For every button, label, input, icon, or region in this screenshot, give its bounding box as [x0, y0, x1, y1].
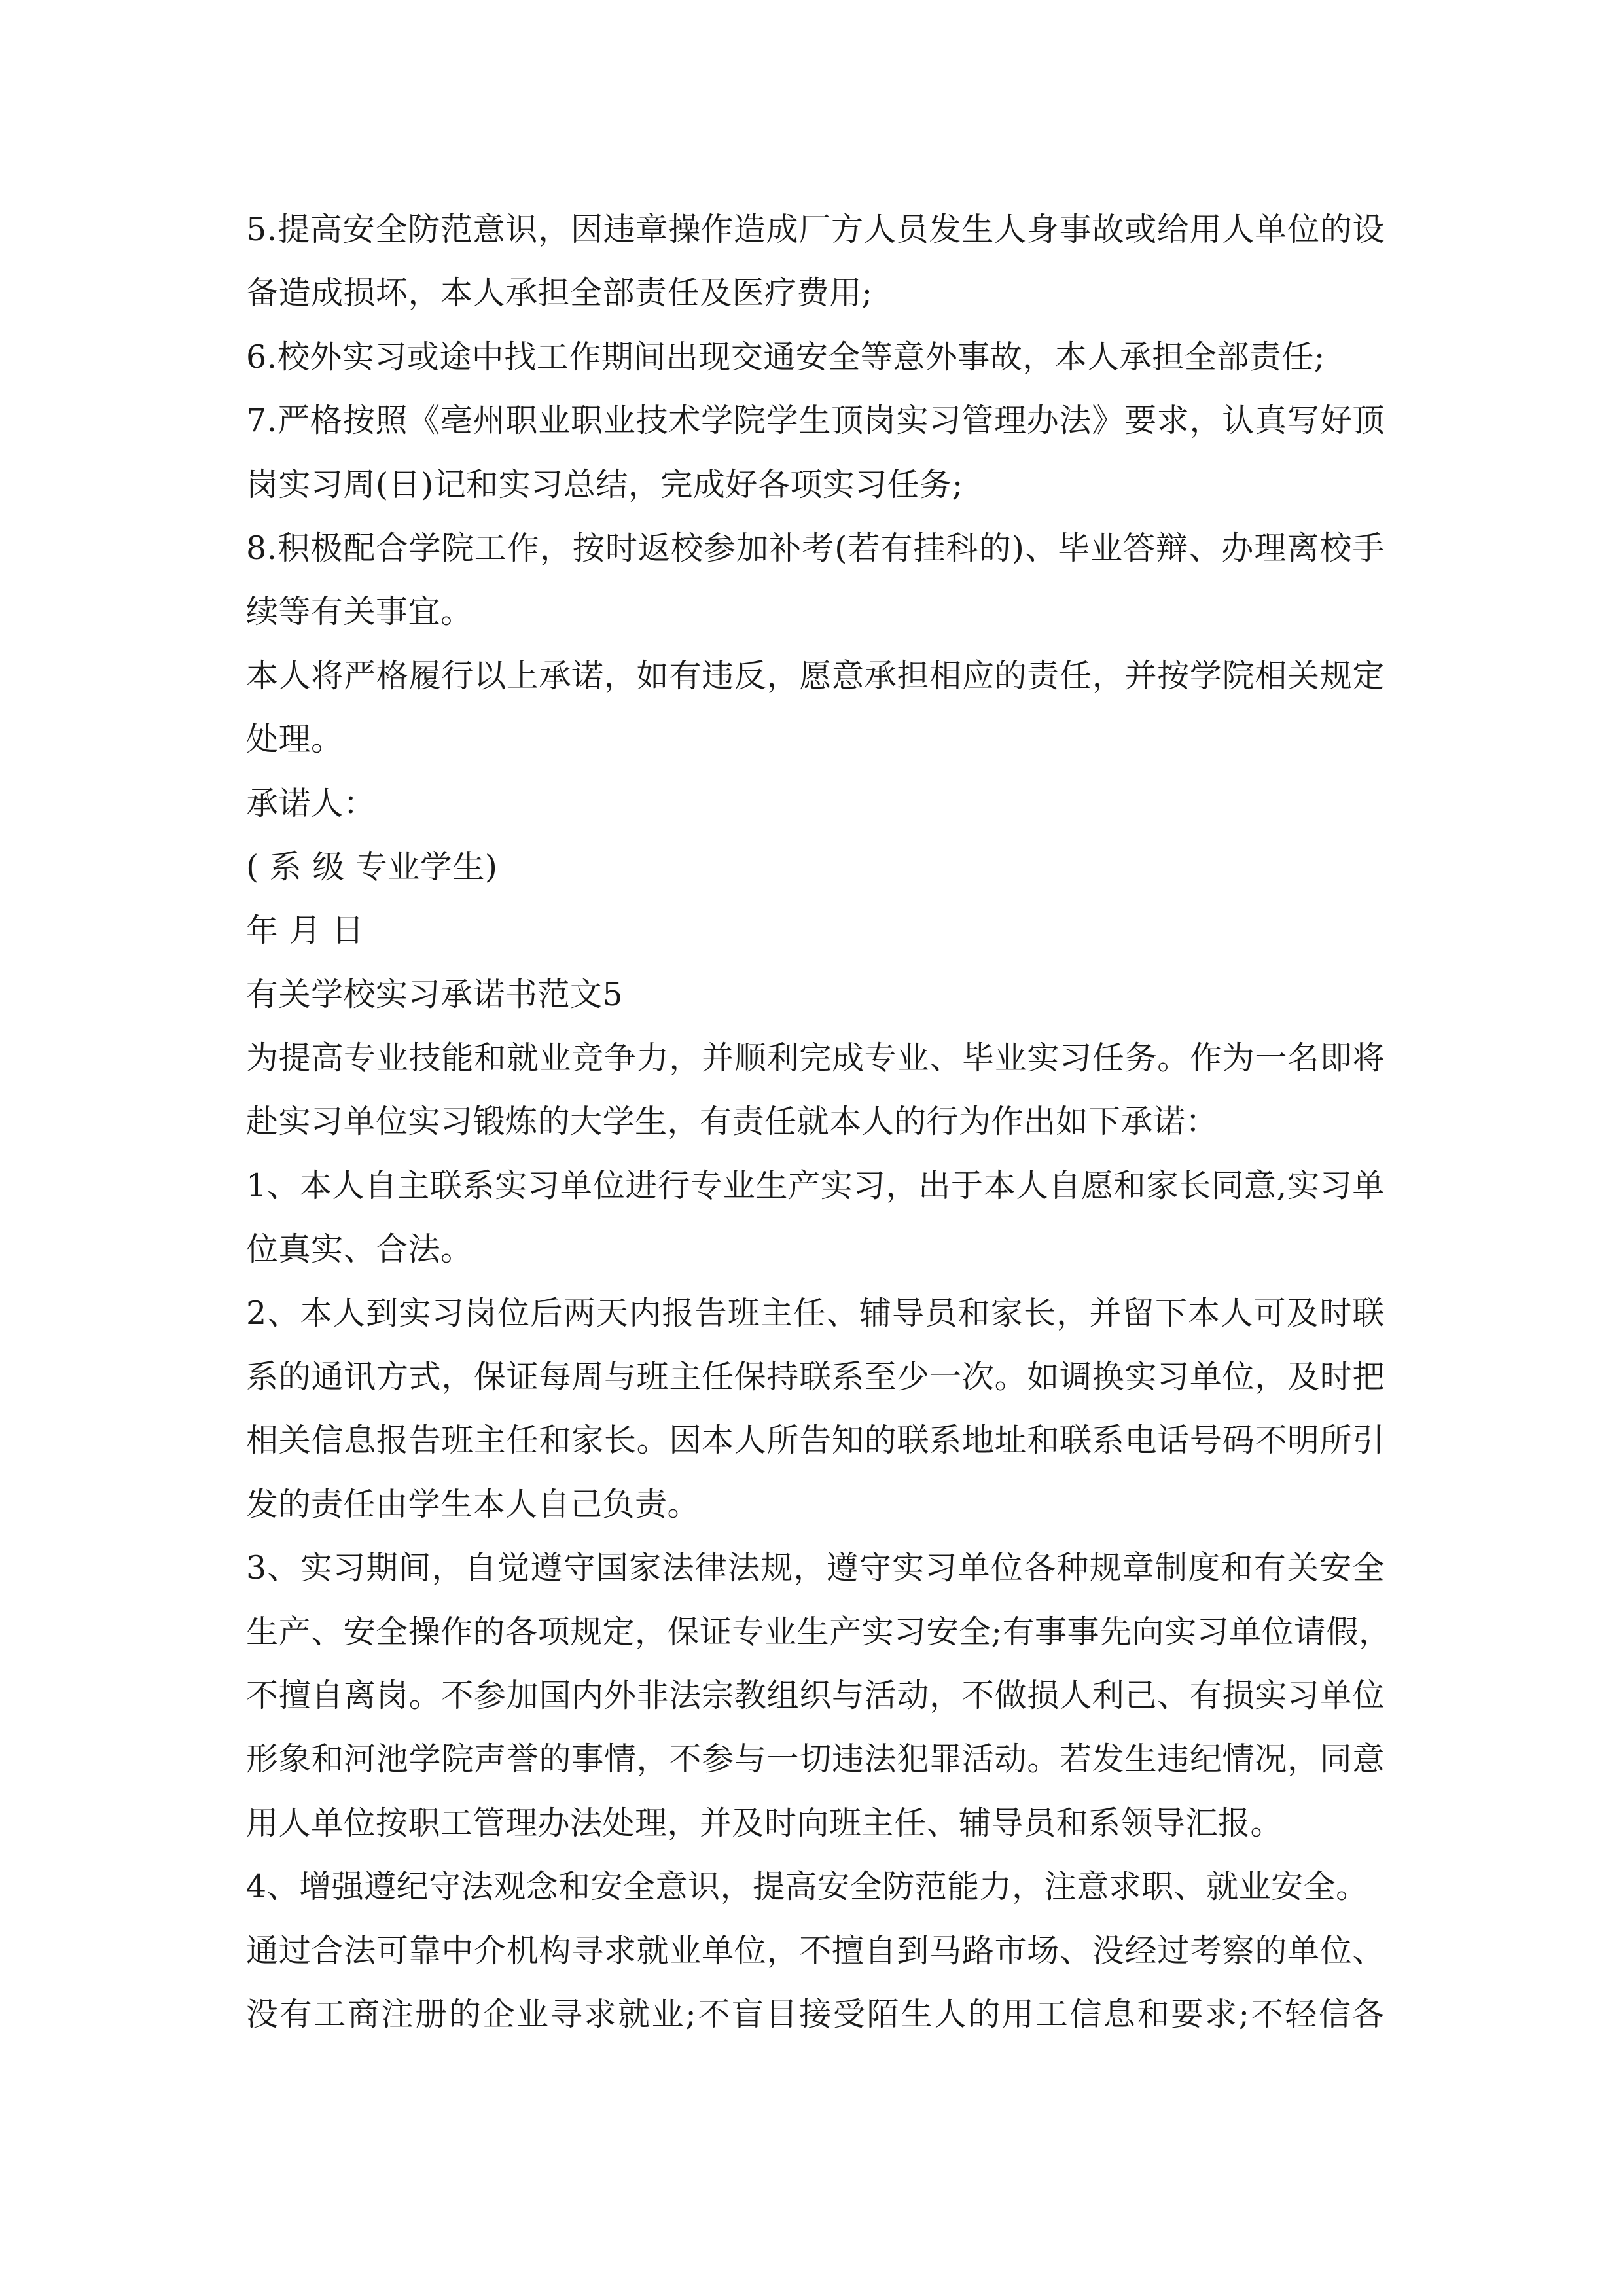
text-line: 7.严格按照《亳州职业职业技术学院学生顶岗实习管理办法》要求，认真写好顶 [246, 402, 1385, 440]
text-line: 本人将严格履行以上承诺，如有违反，愿意承担相应的责任，并按学院相关规定 [246, 656, 1385, 694]
text-line: 备造成损坏，本人承担全部责任及医疗费用; [246, 274, 873, 312]
text-line: ( 系 级 专业学生) [246, 848, 498, 886]
text-line: 有关学校实习承诺书范文5 [246, 975, 624, 1013]
text-line: 生产、安全操作的各项规定，保证专业生产实习安全;有事事先向实习单位请假， [246, 1613, 1391, 1651]
text-line: 用人单位按职工管理办法处理，并及时向班主任、辅导员和系领导汇报。 [246, 1804, 1283, 1842]
text-line: 没有工商注册的企业寻求就业;不盲目接受陌生人的用工信息和要求;不轻信各 [246, 1995, 1385, 2033]
text-line: 赴实习单位实习锻炼的大学生，有责任就本人的行为作出如下承诺： [246, 1103, 1219, 1141]
text-line: 位真实、合法。 [246, 1230, 473, 1268]
text-line: 发的责任由学生本人自己负责。 [246, 1485, 700, 1523]
text-line: 2、本人到实习岗位后两天内报告班主任、辅导员和家长，并留下本人可及时联 [246, 1294, 1385, 1332]
text-line: 不擅自离岗。不参加国内外非法宗教组织与活动，不做损人利己、有损实习单位 [246, 1676, 1385, 1714]
text-line: 岗实习周(日)记和实习总结，完成好各项实习任务; [246, 465, 963, 503]
text-line: 3、实习期间，自觉遵守国家法律法规，遵守实习单位各种规章制度和有关安全 [246, 1549, 1385, 1587]
text-line: 年 月 日 [246, 912, 365, 950]
text-line: 通过合法可靠中介机构寻求就业单位，不擅自到马路市场、没经过考察的单位、 [246, 1931, 1385, 1969]
text-line: 承诺人： [246, 784, 376, 822]
text-line: 续等有关事宜。 [246, 593, 473, 631]
text-line: 6.校外实习或途中找工作期间出现交通安全等意外事故，本人承担全部责任; [246, 338, 1325, 376]
text-line: 相关信息报告班主任和家长。因本人所告知的联系地址和联系电话号码不明所引 [246, 1422, 1385, 1460]
text-line: 处理。 [246, 721, 344, 759]
document-body [246, 198, 1391, 2046]
text-line: 系的通讯方式，保证每周与班主任保持联系至少一次。如调换实习单位，及时把 [246, 1358, 1385, 1396]
text-line: 为提高专业技能和就业竞争力，并顺利完成专业、毕业实习任务。作为一名即将 [246, 1039, 1385, 1077]
text-line: 8.积极配合学院工作，按时返校参加补考(若有挂科的)、毕业答辩、办理离校手 [246, 529, 1385, 567]
text-line: 1、本人自主联系实习单位进行专业生产实习，出于本人自愿和家长同意,实习单 [246, 1166, 1385, 1204]
text-line: 4、增强遵纪守法观念和安全意识，提高安全防范能力，注意求职、就业安全。 [246, 1868, 1368, 1906]
text-line: 5.提高安全防范意识，因违章操作造成厂方人员发生人身事故或给用人单位的设 [246, 211, 1385, 248]
text-line: 形象和河池学院声誉的事情，不参与一切违法犯罪活动。若发生违纪情况，同意 [246, 1740, 1385, 1778]
